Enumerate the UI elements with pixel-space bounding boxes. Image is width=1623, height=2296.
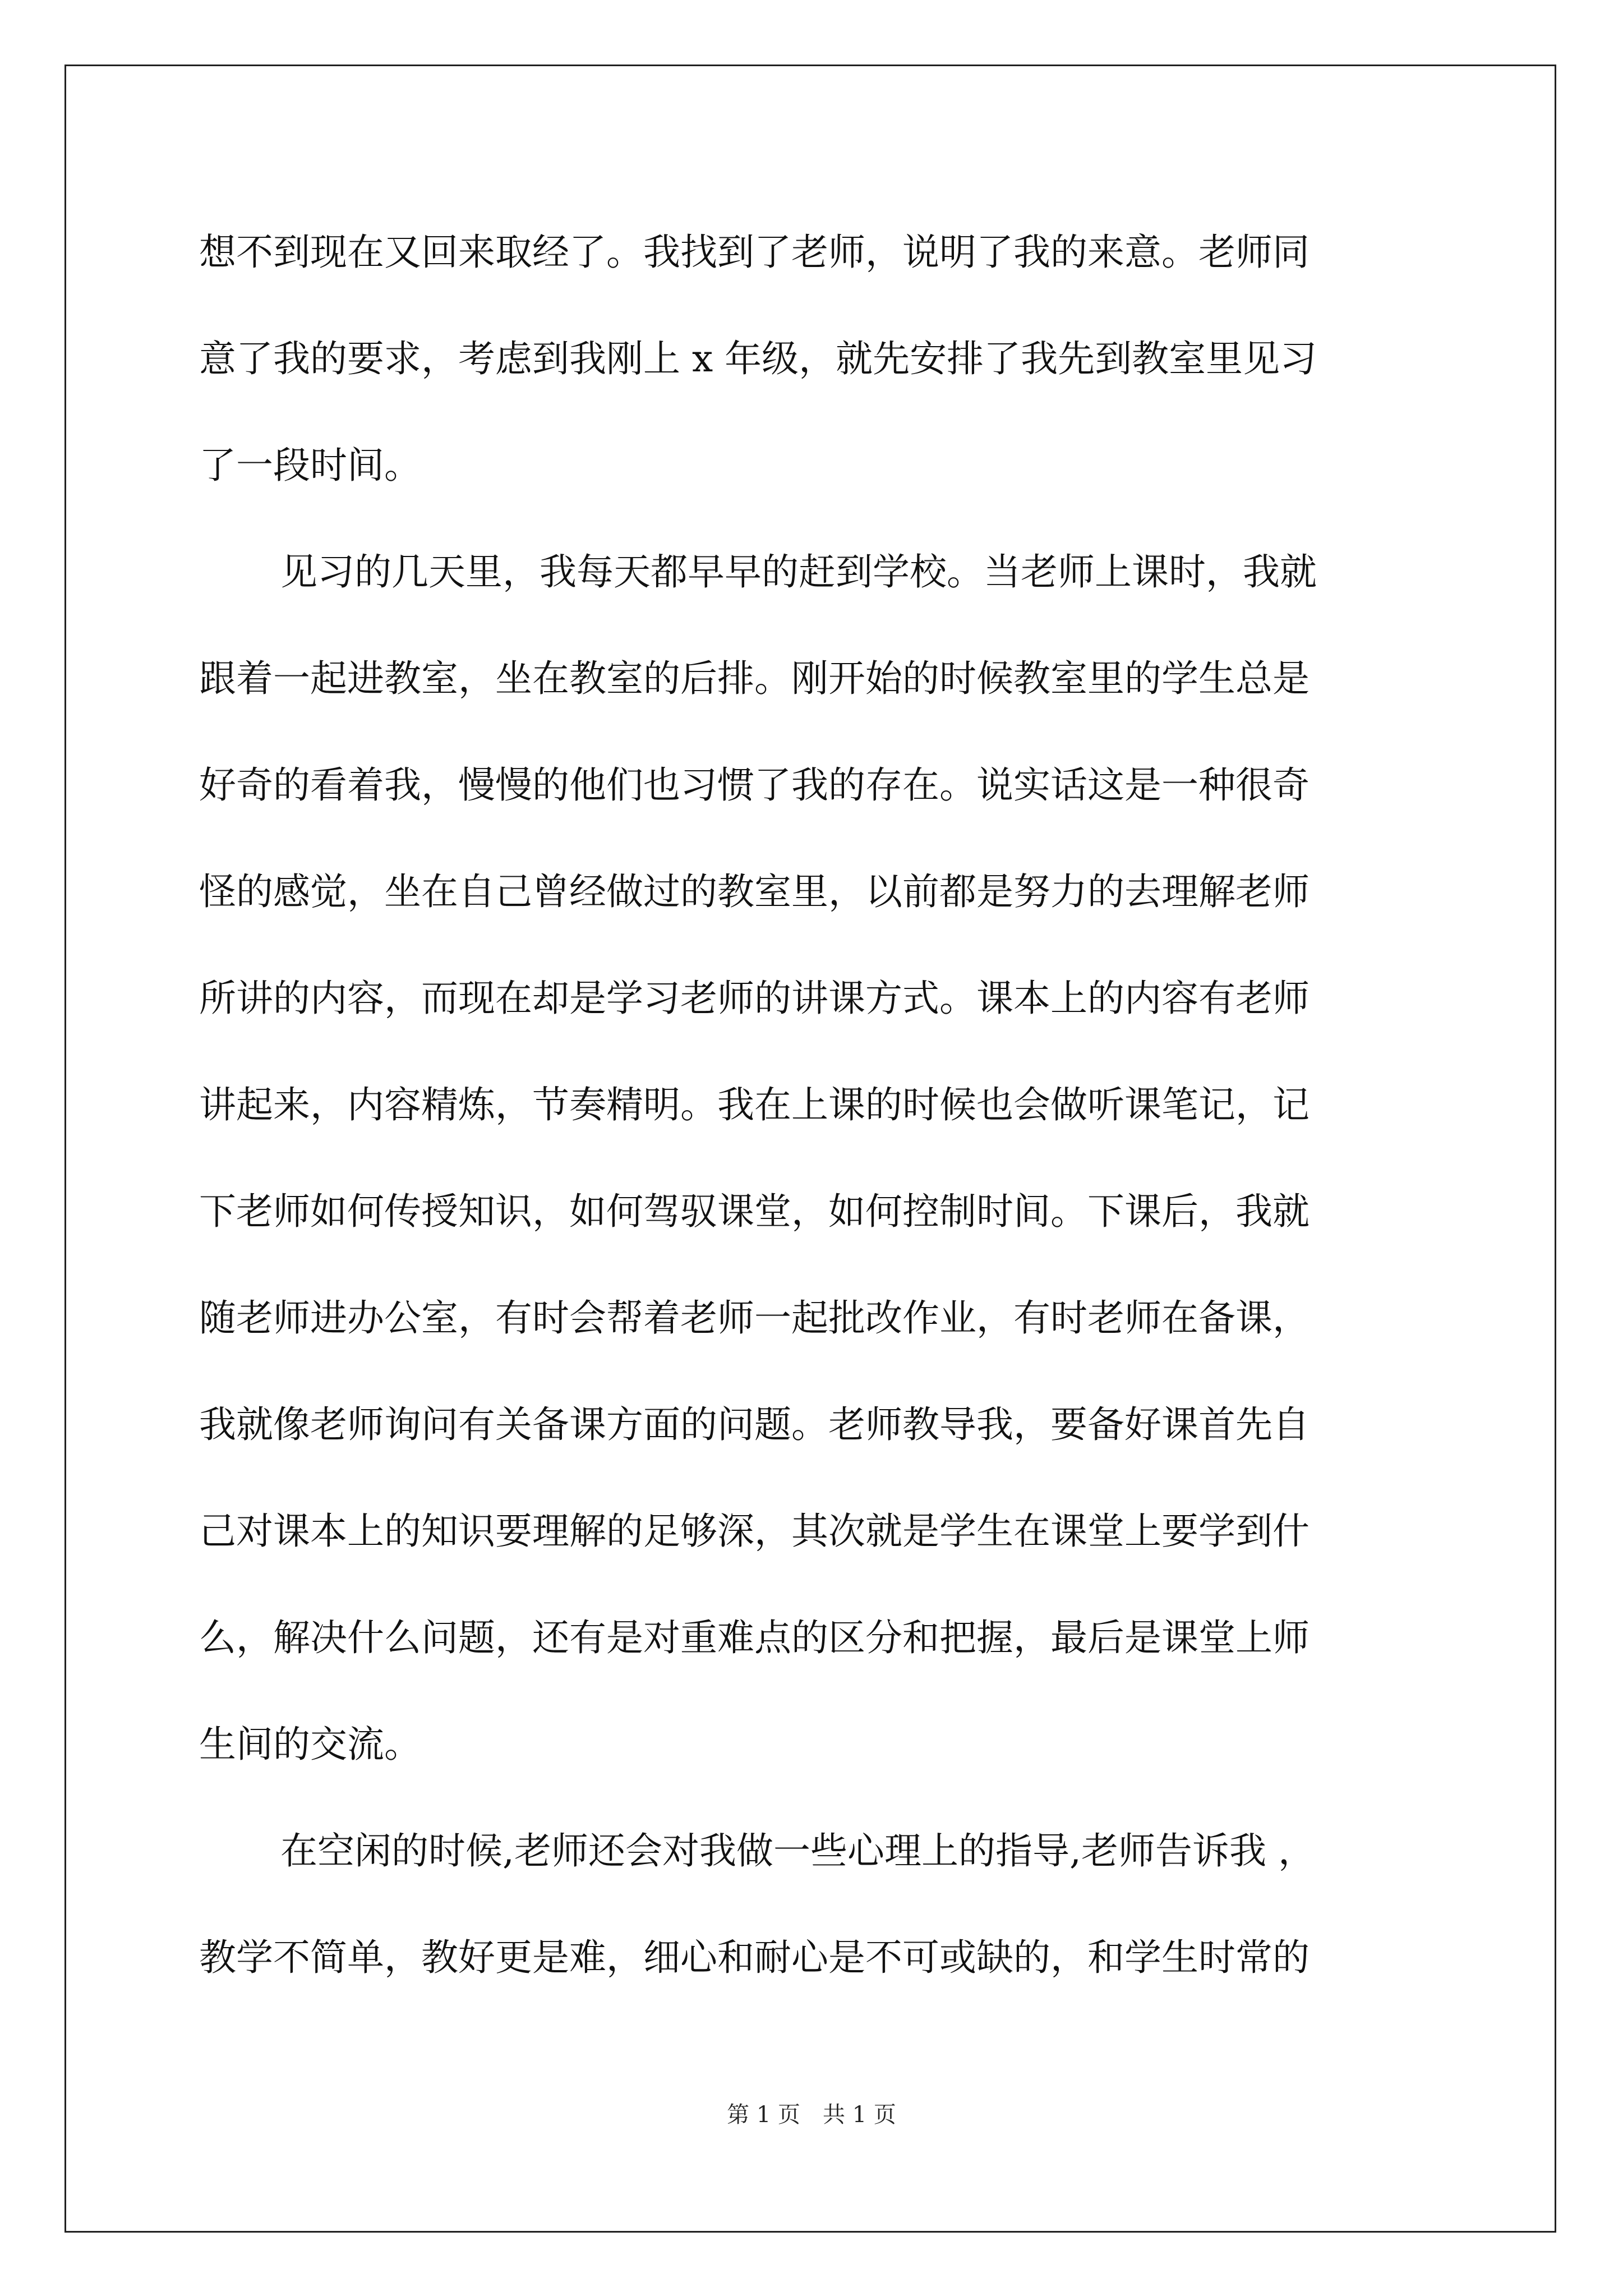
text-line: 生间的交流。 bbox=[199, 1723, 421, 1766]
text-line: 下老师如何传授知识，如何驾驭课堂，如何控制时间。下课后，我就 bbox=[199, 1190, 1310, 1233]
text-line: 好奇的看着我，慢慢的他们也习惯了我的存在。说实话这是一种很奇 bbox=[199, 763, 1310, 807]
text-line: 怪的感觉，坐在自己曾经做过的教室里，以前都是努力的去理解老师 bbox=[199, 870, 1310, 913]
text-line: 讲起来，内容精炼，节奏精明。我在上课的时候也会做听课笔记，记 bbox=[199, 1083, 1310, 1126]
text-line: 意了我的要求，考虑到我刚上 x 年级，就先安排了我先到教室里见习 bbox=[199, 337, 1317, 380]
text-line: 跟着一起进教室，坐在教室的后排。刚开始的时候教室里的学生总是 bbox=[199, 657, 1310, 700]
text-line: 么，解决什么问题，还有是对重难点的区分和把握，最后是课堂上师 bbox=[199, 1616, 1310, 1659]
text-line: 教学不简单，教好更是难，细心和耐心是不可或缺的，和学生时常的 bbox=[199, 1936, 1310, 1979]
text-line: 所讲的内容，而现在却是学习老师的讲课方式。课本上的内容有老师 bbox=[199, 977, 1310, 1020]
text-line: 想不到现在又回来取经了。我找到了老师，说明了我的来意。老师同 bbox=[199, 231, 1310, 274]
text-line: 我就像老师询问有关备课方面的问题。老师教导我，要备好课首先自 bbox=[199, 1403, 1310, 1446]
text-line: 了一段时间。 bbox=[199, 444, 421, 487]
text-line: 随老师进办公室，有时会帮着老师一起批改作业，有时老师在备课， bbox=[199, 1296, 1310, 1340]
paragraph-start-line: 见习的几天里，我每天都早早的赶到学校。当老师上课时，我就 bbox=[280, 550, 1317, 593]
page-border bbox=[64, 65, 1556, 2233]
page-number-footer: 第 1 页 共 1 页 bbox=[727, 2102, 896, 2128]
paragraph-start-line: 在空闲的时候,老师还会对我做一些心理上的指导,老师告诉我 ， bbox=[280, 1829, 1315, 1872]
text-line: 己对课本上的知识要理解的足够深，其次就是学生在课堂上要学到什 bbox=[199, 1510, 1310, 1553]
